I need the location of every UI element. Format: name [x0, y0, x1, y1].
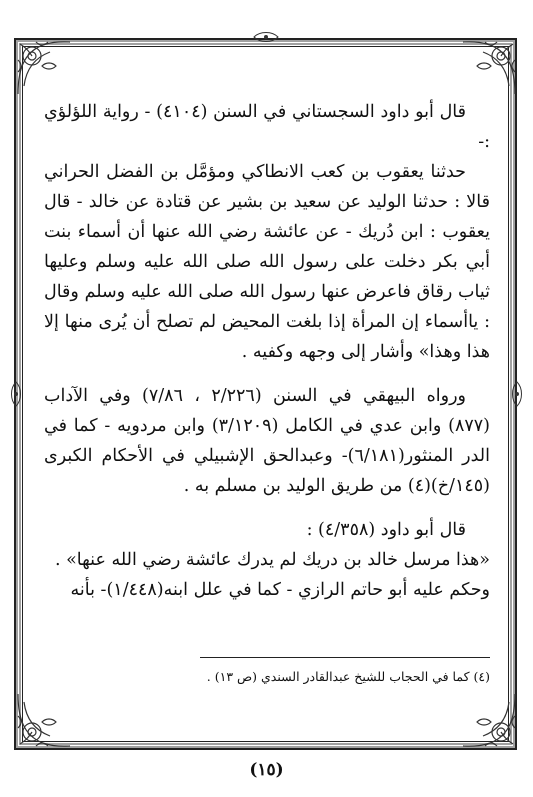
paragraph-abu-hatim: وحكم عليه أبو حاتم الرازي - كما في علل ابنه(١/٤٤٨)- بأنه — [70, 580, 490, 600]
paragraph-intro: قال أبو داود السجستاني في السنن (٤١٠٤) - رواية اللؤلؤي :- — [44, 102, 490, 152]
corner-ornament-icon — [12, 688, 76, 752]
paragraph-quote: «هذا مرسل خالد بن دريك لم يدرك عائشة رضي الله عنها» . — [54, 550, 490, 570]
top-ornament-icon — [252, 30, 280, 44]
page-number: (١٥) — [249, 760, 284, 780]
corner-ornament-icon — [457, 36, 521, 100]
paragraph-hadith: حدثنا يعقوب بن كعب الانطاكي ومؤمَّل بن الفضل الحراني قالا : حدثنا الوليد عن سعيد بن بشير عن قتادة عن خالد - قال يعقوب : ابن دُريك - عن عائشة رضي الله عنها أن أسماء بنت أبي بكر دخلت على رسول الله صلى الله عليه وسلم وعليها ثياب رقاق فاعرض عنها رسول الله صلى الله عليه وسلم وقال : ياأسماء إن المرأة إذا بلغت المحيض لم تصلح أن يُرى منها إلا هذا وهذا» وأشار إلى وجهه وكفيه . — [44, 162, 490, 362]
side-ornament-icon — [510, 380, 524, 408]
corner-ornament-icon — [12, 36, 76, 100]
footnote-separator — [200, 657, 490, 658]
side-ornament-icon — [9, 380, 23, 408]
footnote: (٤) كما في الحجاب للشيخ عبدالقادر السندي (ص ١٣) . — [206, 669, 490, 684]
paragraph-takhrij: ورواه البيهقي في السنن (٢/٢٢٦ ، ٧/٨٦) وفي الآداب (٨٧٧) وابن عدي في الكامل (٣/١٢٠٩) وابن مردويه - كما في الدر المنثور(٦/١٨١)- وعبدالحق الإشبيلي في الأحكام الكبرى (١٤٥/خ)(٤) من طريق الوليد بن مسلم به . — [44, 386, 490, 496]
corner-ornament-icon — [457, 688, 521, 752]
page-body — [44, 97, 490, 605]
paragraph-abu-dawud-note: قال أبو داود (٤/٣٥٨) : — [306, 520, 466, 540]
